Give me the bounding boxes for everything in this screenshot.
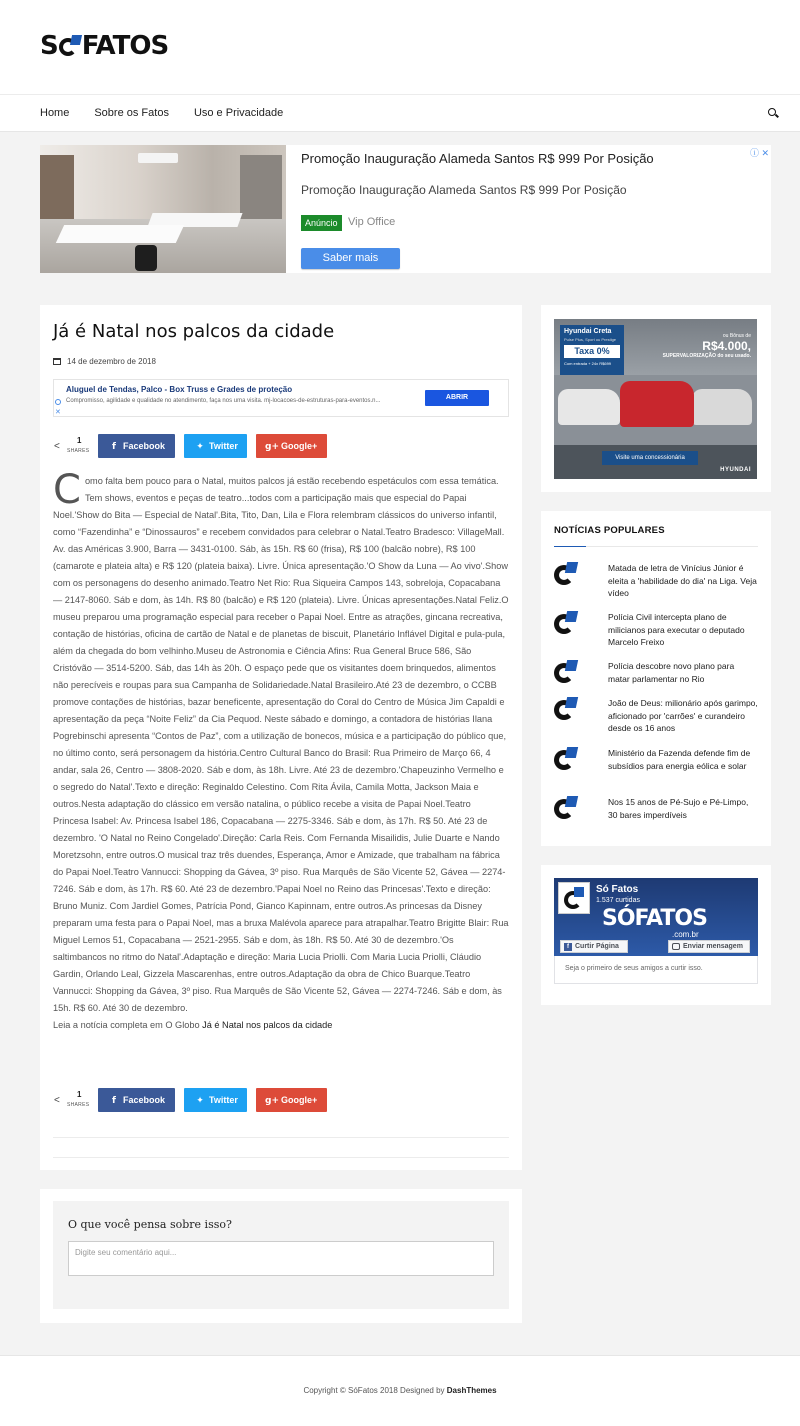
calendar-icon [53,358,61,365]
footer-text: Copyright © SóFatos 2018 Designed by [303,1386,445,1395]
share-twitter-button[interactable] [184,1088,247,1112]
hyundai-bonus [663,333,751,359]
google-plus-icon: g+ [265,1096,279,1106]
share-twitter-button[interactable] [184,434,247,458]
share-count [53,1088,93,1112]
facebook-page-name[interactable]: Só Fatos [596,884,639,895]
facebook-footer-text: Seja o primeiro de seus amigos a curtir isso. [554,956,758,984]
ad-badge: Anúncio [301,215,342,231]
hyundai-ad[interactable] [554,319,757,479]
facebook-icon: f [112,442,116,452]
ad-advertiser: Vip Office [348,216,396,228]
share-count-label: SHARES [67,1102,90,1108]
adchoices-close-icon[interactable]: ⓘ ✕ [749,148,769,158]
share-facebook-button[interactable] [98,434,175,458]
hyundai-model: Hyundai Creta [564,328,612,335]
hyundai-visit-button[interactable]: Visite uma concessionária [602,451,698,465]
hyundai-brand: HYUNDAI [720,467,751,473]
nav-item-home[interactable]: Home [40,107,70,119]
facebook-message-button[interactable] [668,940,750,953]
facebook-message-label: Enviar mensagem [683,943,743,950]
inline-ad[interactable] [53,379,509,417]
sidebar-ad-box [541,305,771,492]
sofatos-thumb-icon[interactable] [554,747,578,769]
ad-cta-button[interactable]: Saber mais [301,248,400,269]
share-count-label: SHARES [67,448,90,454]
top-banner-ad[interactable] [40,145,771,273]
facebook-icon: f [112,1096,116,1106]
nav-item-sobre[interactable]: Sobre os Fatos [94,107,169,119]
popular-item-title[interactable]: Matada de letra de Vinícius Júnior é eleita a 'habilidade do dia' na Liga. Veja vídeo [608,563,757,598]
article-date [53,357,156,366]
share-twitter-label: Twitter [209,441,238,451]
sofatos-thumb-icon[interactable] [554,660,578,682]
hyundai-rate: Taxa 0% [564,345,620,358]
popular-item-title[interactable]: João de Deus: milionário após garimpo, aficionado por 'carrões' e curandeiro desde os 16 anos [608,698,758,733]
share-icon: < [54,441,60,452]
comment-form [53,1201,509,1309]
hyundai-offer-card [560,325,624,375]
popular-item-title[interactable]: Polícia descobre novo plano para matar parlamentar no Rio [608,661,735,684]
hyundai-bonus-prefix: ou Bônus de [722,333,751,339]
hyundai-bonus-suffix: SUPERVALORIZAÇÃO do seu usado. [662,353,751,359]
facebook-likes: 1.537 curtidas [596,897,640,904]
sofatos-thumb-icon[interactable] [554,562,578,584]
message-icon [672,943,680,950]
twitter-icon: ✦ [196,1096,204,1106]
site-logo[interactable] [40,33,168,59]
hyundai-bonus-value: R$4.000, [702,339,751,353]
main-nav [0,95,800,132]
widget-title-underline [554,546,758,547]
facebook-cover-logo: SÓFATOS [602,906,707,931]
search-icon[interactable] [768,108,778,118]
share-google-button[interactable] [256,1088,327,1112]
facebook-icon: f [564,943,572,951]
logo-right-text: FATOS [81,31,169,61]
comment-heading: O que você pensa sobre isso? [68,1218,232,1231]
popular-item-title[interactable]: Nos 15 anos de Pé-Sujo e Pé-Limpo, 30 bares imperdíveis [608,797,749,820]
comments-card [40,1189,522,1323]
nav-item-privacidade[interactable]: Uso e Privacidade [193,107,284,119]
adchoices-icon[interactable] [55,399,61,405]
popular-item-title[interactable]: Ministério da Fazenda defende fim de subsídios para energia eólica e solar [608,748,751,771]
hyundai-terms: Com entrada + 24x R$699 [564,361,612,366]
share-facebook-button[interactable] [98,1088,175,1112]
hyundai-versions: Pulse Plus, Sport ou Prestige [564,337,617,342]
sofatos-thumb-icon[interactable] [554,697,578,719]
twitter-icon: ✦ [196,442,204,452]
inline-ad-title[interactable]: Aluguel de Tendas, Palco - Box Truss e Grades de proteção [66,385,293,394]
facebook-avatar[interactable] [558,882,590,914]
inline-ad-desc: Compromisso, agilidade e qualidade no atendimento, faça nos uma visita. mj-locacoes-de-estruturas-para-eventos.n... [66,398,381,404]
site-header [0,0,800,95]
facebook-like-button[interactable] [560,940,628,953]
article-body-text: omo falta bem pouco para o Natal, muitos palcos já estão recebendo espetáculos com essa temática. Tem shows, eventos e peças de teatro...todos com a participação mais que especial do Papai Noel.'Show do Bita — Especial de Natal'.Bita, Tito, Dan, Lila e Flora relembram clássicos do universo infantil, como “Fazendinha” e “Dinossauros” e recebem convidados para celebrar o Natal.Teatro Bradesco: VillageMall. Av. das Américas 3.900, Barra — 3431-0100. Sáb, às 15h. R$ 60 (frisa), R$ 100 (balcão nobre), R$ 100 (camarote e plateia alta) e R$ 120 (plateia baixa). Livre. Única apresentação.'O Show da Luna — Ao vivo'.Show com os personagens do desenho animado.Teatro Net Rio: Rua Siqueira Campos 143, sobreloja, Copacabana — 2147-8060. Sáb e dom, às 14h. R$ 80 (balcão) e R$ 120 (plateia). Livre. Únicas apresentações.Natal Feliz.O museu preparou uma programação especial para receber o Papai Noel. Entre as atrações, gincana recreativa, contação de histórias, oficina de cartão de Natal e de planetas de biscuit, Planetário Inflável Digital e pula-pula, além da chegada do bom velhinho.Museu de Astronomia e Ciência Afins: Rua General Bruce 586, São Cristóvão — 3514-5200. Sáb, das 14h às 20h. O espaço pede que os visitantes doem brinquedos, alimentos não perecíveis e roupas para sua Campanha de Solidariedade.Natal Brasileiro.Até 23 de dezembro, o CCBB promove contações de histórias, bazar beneficente, apresentação do Coral do Centro de Música Jim Capaldi e apresentação da peça “Noite Feliz” da Cia Pequod. Neste sábado e domingo, a contadora de histórias Ilana Pogrebinschi apresenta “Contos de Paz”, com a utilização de bonecos, música e a participação do público que, no último conto, será personagem da história.Centro Cultural Banco do Brasil: Rua Primeiro de Março 66, 4 andar, sala 26, Centro — 3808-2020. Sáb e dom, às 18h. Livre. Até 23 de dezembro.'Chapeuzinho Vermelho e o segredo do Natal'.Texto e direção: Reginaldo Celestino. Com Rita Ávila, Camila Motta, Jackson Maia e outros.Nesta adaptação do clássico em versão natalina, o público recebe a visita de Papai Noel.Teatro Princesa Isabel: Av. Princesa Isabel 186, Copacabana — 2275-3346. Sáb e dom, às 17h. R$ 50. Até 23 de dezembro. 'O Natal no Reino Congelado'.Direção: Carla Reis. Com Fernanda Misailidis, Julie Duarte e Nando Moretzsohn, entre outros.O musical traz três duendes, Esperança, Amor e Amizade, que trabalham na fábrica do Papai Noel.Teatro Vannucci: Shopping da Gávea, 3º piso. Rua Marquês de São Vicente 52, Gávea — 2274-7246. Sáb e dom, às 17h. R$ 60. Até 23 de dezembro.'Papai Noel no Reino das Princesas'.Texto e direção: Bruno Muniz. Com Jardiel Gomes, Patrícia Pond, Gianco Kapinnam, entre outros.As princesas da Disney preparam uma festa para o Papai Noel, mas a bruxa Malévola aparece para atrapalhar.Teatro Brigitte Blair: Rua Miguel Lemos 51, Copacabana — 2521-2955. Sáb e dom, às 18h. R$ 50. Até 30 de dezembro.'Os saltimbancos no ritmo do Natal'.Adaptação e direção: Maria Lucia Priolli. Com Maria Lucia Priolli, Cláudio Gardin, Orlando Leal, Gizzela Mascarenhas, entre outros.Adaptação da obra de Chico Buarque.Teatro Vannucci: Shopping da Gávea, 3º piso. Rua Marquês de São Vicente 52, Gávea — 2274-7246. Sáb e dom, às 15h. R$ 60. Até 30 de dezembro. [53,476,509,1013]
share-google-button[interactable] [256,434,327,458]
popular-item-title[interactable]: Polícia Civil intercepta plano de milicianos para executar o deputado Marcelo Freixo [608,612,745,647]
readmore-line [53,1017,509,1034]
article-body [53,467,509,1034]
readmore-link[interactable]: Já é Natal nos palcos da cidade [202,1020,333,1030]
site-footer [0,1355,800,1426]
sofatos-thumb-icon[interactable] [554,796,578,818]
share-icon: < [54,1095,60,1106]
widget-title: NOTÍCIAS POPULARES [554,525,665,536]
article-date-text: 14 de dezembro de 2018 [67,357,156,366]
popular-news-widget [541,511,771,846]
share-google-label: Google+ [281,1095,318,1105]
divider [53,1137,509,1138]
share-count [53,434,93,458]
logo-left-text: S [40,31,58,61]
footer-designer-link[interactable]: DashThemes [446,1386,497,1395]
share-google-label: Google+ [281,441,318,451]
article-dropcap: C [53,467,81,513]
comment-input[interactable] [68,1241,494,1276]
share-bar-bottom [53,1088,343,1112]
ad-title[interactable]: Promoção Inauguração Alameda Santos R$ 999 Por Posição [301,151,654,166]
facebook-cover-domain: .com.br [672,930,699,939]
readmore-prefix: Leia a notícia completa em O Globo [53,1020,200,1030]
share-facebook-label: Facebook [123,441,166,451]
share-count-number: 1 [77,436,82,445]
article-title: Já é Natal nos palcos da cidade [53,321,335,342]
ad-office-image[interactable] [40,145,286,273]
facebook-cover[interactable] [554,878,758,956]
facebook-widget-box [541,865,771,1005]
footer-copyright [0,1386,800,1395]
logo-mark-icon [59,35,81,57]
article-card [40,305,522,1170]
facebook-like-label: Curtir Página [575,943,619,950]
facebook-page-plugin[interactable] [554,878,758,988]
close-icon[interactable]: ✕ [55,409,61,416]
inline-ad-open-button[interactable]: ABRIR [425,390,489,406]
google-plus-icon: g+ [265,442,279,452]
share-twitter-label: Twitter [209,1095,238,1105]
share-count-number: 1 [77,1090,82,1099]
hyundai-cars-image [558,375,753,435]
share-bar-top [53,434,343,458]
share-facebook-label: Facebook [123,1095,166,1105]
sofatos-thumb-icon[interactable] [554,611,578,633]
ad-subtitle: Promoção Inauguração Alameda Santos R$ 999 Por Posição [301,183,627,197]
divider [53,1157,509,1158]
